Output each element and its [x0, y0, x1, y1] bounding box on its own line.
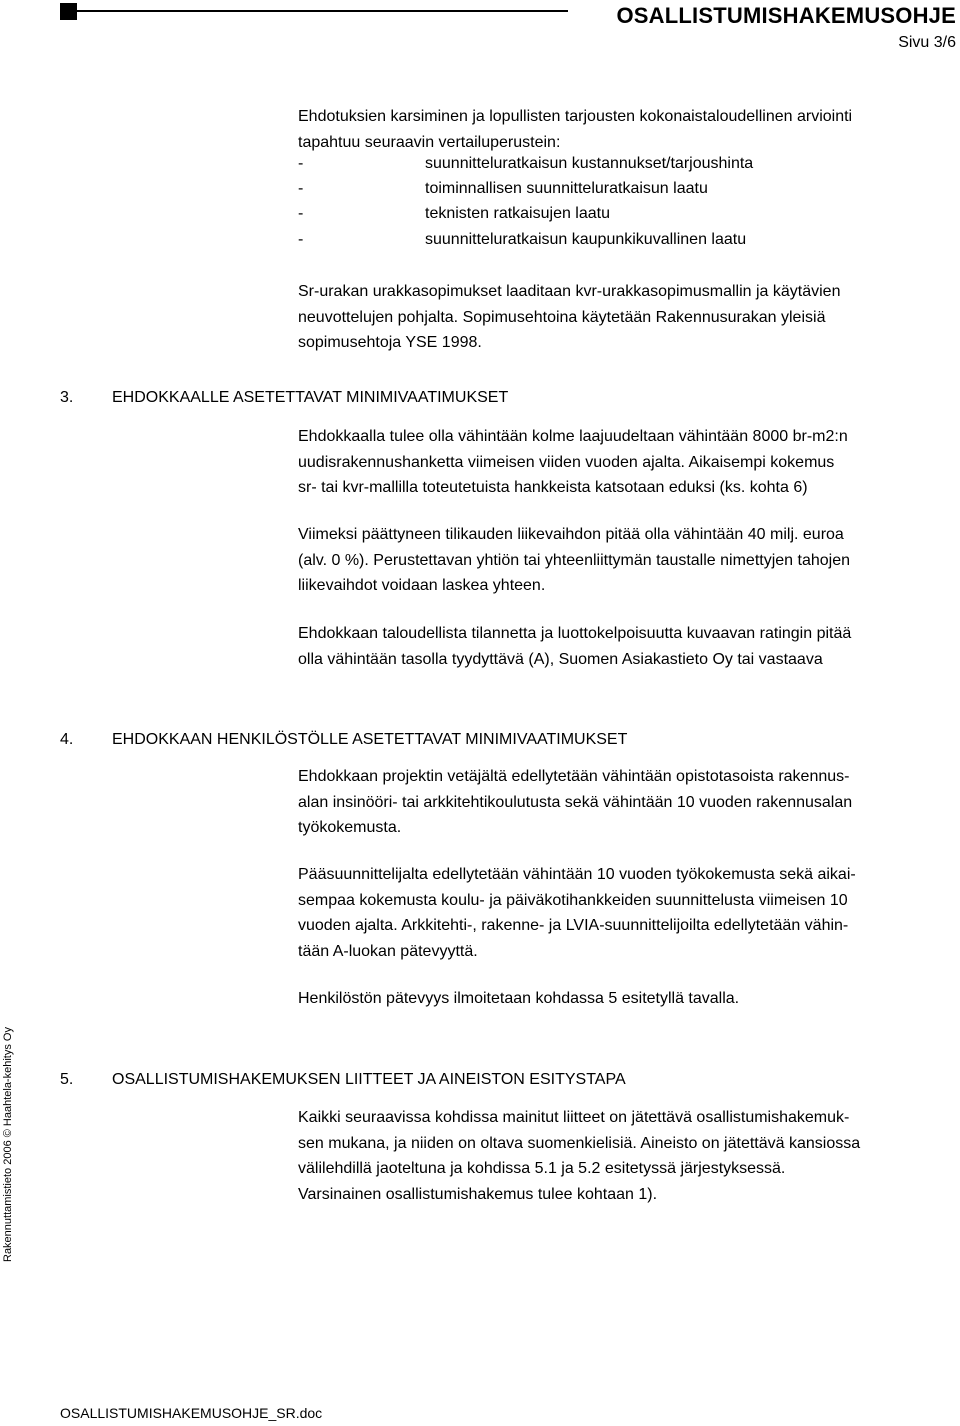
criteria-text: suunnitteluratkaisun kustannukset/tarjoushinta — [425, 155, 754, 172]
text-line: liikevaihdot voidaan laskea yhteen. — [298, 577, 546, 594]
bullet-dash: - — [298, 205, 304, 222]
section-number: 3. — [60, 389, 74, 406]
section-heading — [60, 389, 508, 407]
section-heading — [60, 731, 627, 749]
section-number: 4. — [60, 731, 74, 748]
text-line: alan insinööri- tai arkkitehtikoulutusta sekä vähintään 10 vuoden rakennusalan — [298, 793, 853, 811]
section4-paragraph-3 — [298, 986, 948, 1012]
header-rule — [77, 10, 568, 12]
text-line: välilehdillä jaoteltuna ja kohdissa 5.1 ja 5.2 esitetyssä järjestyksessä. — [298, 1160, 786, 1177]
text-line: sen mukana, ja niiden on oltava suomenkielisiä. Aineisto on jätettävä kansiossa — [298, 1134, 861, 1152]
text-line: Sr-urakan urakkasopimukset laaditaan kvr-urakkasopimusmallin ja käytävien — [298, 283, 841, 300]
bullet-dash: - — [298, 155, 304, 172]
text-line: olla vähintään tasolla tyydyttävä (A), Suomen Asiakastieto Oy tai vastaava — [298, 650, 823, 668]
text-line: tään A-luokan pätevyyttä. — [298, 942, 478, 960]
section5-paragraph-1 — [298, 1105, 948, 1207]
bullet-dash: - — [298, 231, 304, 248]
text-line: Ehdokkaalla tulee olla vähintään kolme laajuudeltaan vähintään 8000 br-m2:n — [298, 428, 848, 445]
text-line: Henkilöstön pätevyys ilmoitetaan kohdassa 5 esitetyllä tavalla. — [298, 990, 740, 1007]
criteria-text: toiminnallisen suunnitteluratkaisun laatu — [425, 180, 708, 197]
footer-filename: OSALLISTUMISHAKEMUSOHJE_SR.doc — [60, 1405, 323, 1421]
section-heading — [60, 1071, 626, 1089]
text-line: sr- tai kvr-mallilla toteutetuista hankkeista katsotaan eduksi (ks. kohta 6) — [298, 479, 808, 496]
criteria-text: suunnitteluratkaisun kaupunkikuvallinen laatu — [425, 231, 747, 248]
text-line: sopimusehtoja YSE 1998. — [298, 334, 482, 351]
text-line: uudisrakennushanketta viimeisen viiden vuoden ajalta. Aikaisempi kokemus — [298, 453, 835, 471]
text-line: Kaikki seuraavissa kohdissa mainitut liitteet on jätettävä osallistumishakemuk- — [298, 1109, 850, 1126]
text-line: (alv. 0 %). Perustettavan yhtiön tai yhteenliittymän taustalle nimettyjen tahojen — [298, 551, 850, 569]
section3-paragraph-3 — [298, 621, 948, 672]
text-line: vuoden ajalta. Arkkitehti-, rakenne- ja LVIA-suunnittelijoilta edellytetään vähin- — [298, 917, 849, 934]
intro-paragraph — [298, 104, 948, 155]
contract-paragraph — [298, 279, 948, 356]
text-line: sempaa kokemusta koulu- ja päiväkotihankkeiden suunnittelusta viimeisen 10 — [298, 891, 848, 909]
section-title: EHDOKKAAN HENKILÖSTÖLLE ASETETTAVAT MINIMIVAATIMUKSET — [112, 731, 628, 748]
bullet-dash: - — [298, 180, 304, 197]
section4-paragraph-1 — [298, 764, 948, 841]
section4-paragraph-2 — [298, 862, 948, 964]
criteria-text: teknisten ratkaisujen laatu — [425, 205, 610, 222]
section-title: EHDOKKAALLE ASETETTAVAT MINIMIVAATIMUKSET — [112, 389, 509, 406]
text-line: neuvottelujen pohjalta. Sopimusehtoina käytetään Rakennusurakan yleisiä — [298, 308, 826, 326]
text-line: työkokemusta. — [298, 819, 402, 836]
page-number: Sivu 3/6 — [898, 34, 956, 51]
section3-paragraph-1 — [298, 424, 948, 501]
copyright-sidebar: Rakennuttamistieto 2006 © Haahtela-kehitys Oy — [2, 1027, 14, 1262]
text-line: Ehdotuksien karsiminen ja lopullisten tarjousten kokonaistaloudellinen arviointi — [298, 108, 853, 125]
document-title: OSALLISTUMISHAKEMUSOHJE — [616, 3, 956, 28]
text-line: Ehdokkaan taloudellista tilannetta ja luottokelpoisuutta kuvaavan ratingin pitää — [298, 625, 852, 642]
section-number: 5. — [60, 1071, 74, 1088]
text-line: Viimeksi päättyneen tilikauden liikevaihdon pitää olla vähintään 40 milj. euroa — [298, 526, 844, 543]
section-title: OSALLISTUMISHAKEMUKSEN LIITTEET JA AINEISTON ESITYSTAPA — [112, 1071, 626, 1088]
text-line: Varsinainen osallistumishakemus tulee kohtaan 1). — [298, 1185, 658, 1203]
text-line: tapahtuu seuraavin vertailuperustein: — [298, 133, 561, 151]
header-square-mark — [60, 3, 77, 20]
text-line: Ehdokkaan projektin vetäjältä edellytetään vähintään opistotasoista rakennus- — [298, 768, 850, 785]
section3-paragraph-2 — [298, 522, 948, 599]
text-line: Pääsuunnittelijalta edellytetään vähintään 10 vuoden työkokemusta sekä aikai- — [298, 866, 856, 883]
